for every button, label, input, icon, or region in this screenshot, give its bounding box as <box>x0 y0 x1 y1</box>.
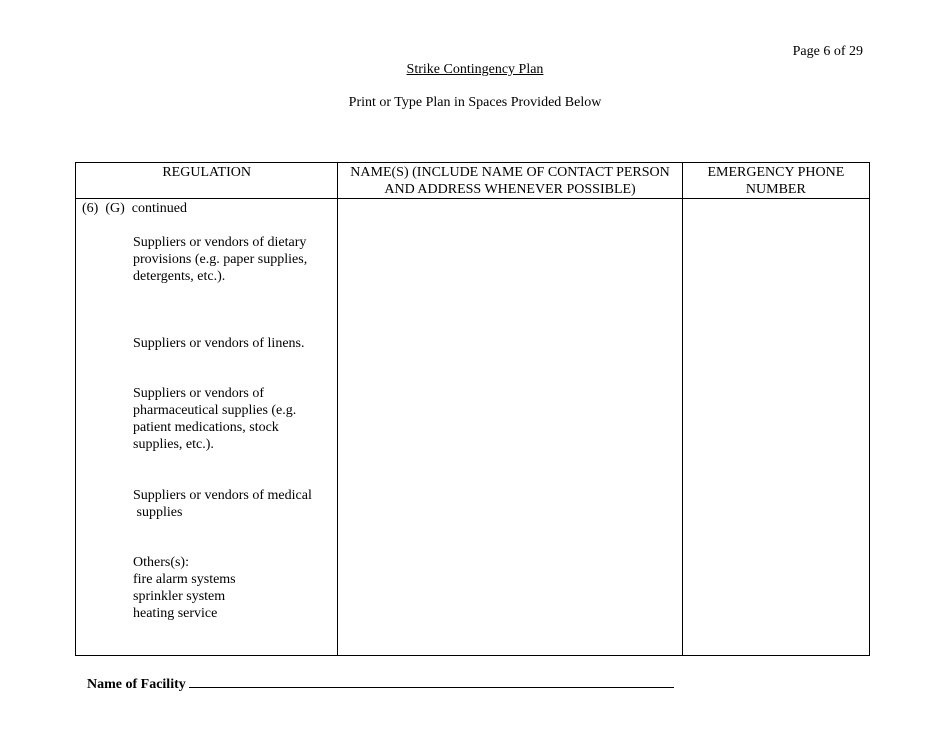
regulation-cell <box>76 199 338 656</box>
item-line: Others(s): <box>133 555 189 570</box>
item-line: fire alarm systems <box>133 572 236 587</box>
header-emergency-phone <box>682 163 869 199</box>
regulation-item-dietary <box>133 234 333 285</box>
header-names-line1: NAME(S) (INCLUDE NAME OF CONTACT PERSON <box>350 165 670 180</box>
item-line: Suppliers or vendors of medical <box>133 488 312 503</box>
regulation-item-linens <box>133 335 333 352</box>
header-regulation <box>76 163 338 199</box>
page-number: Page 6 of 29 <box>792 44 863 59</box>
table-row <box>76 199 870 656</box>
header-regulation-line1: REGULATION <box>162 165 251 180</box>
header-phone-line1: EMERGENCY PHONE <box>707 165 845 180</box>
item-line: pharmaceutical supplies (e.g. <box>133 403 297 418</box>
item-line: supplies, etc.). <box>133 437 214 452</box>
names-entry-cell[interactable] <box>338 199 682 656</box>
item-line: patient medications, stock <box>133 420 279 435</box>
regulation-item-others <box>133 554 333 622</box>
header-phone-line2: NUMBER <box>745 182 806 197</box>
continued-label: (6) (G) continued <box>82 201 187 216</box>
table-header-row <box>76 163 870 199</box>
facility-name-field <box>87 674 674 693</box>
item-line: Suppliers or vendors of dietary <box>133 235 307 250</box>
item-line: Suppliers or vendors of <box>133 386 265 401</box>
document-title-wrapper <box>0 62 950 78</box>
item-line: heating service <box>133 606 218 621</box>
contingency-plan-table <box>75 162 870 656</box>
phone-entry-cell[interactable] <box>682 199 869 656</box>
document-subtitle: Print or Type Plan in Spaces Provided Below <box>348 95 602 110</box>
header-names <box>338 163 682 199</box>
item-line: sprinkler system <box>133 589 226 604</box>
facility-name-line[interactable] <box>189 674 674 688</box>
item-line: Suppliers or vendors of linens. <box>133 336 305 351</box>
header-names-line2: AND ADDRESS WHENEVER POSSIBLE) <box>384 182 636 197</box>
regulation-item-pharmaceutical <box>133 385 333 453</box>
item-line: detergents, etc.). <box>133 269 226 284</box>
facility-label: Name of Facility <box>87 677 186 692</box>
regulation-item-medical <box>133 487 333 521</box>
document-title: Strike Contingency Plan <box>406 62 544 77</box>
item-line: supplies <box>133 505 183 520</box>
item-line: provisions (e.g. paper supplies, <box>133 252 308 267</box>
